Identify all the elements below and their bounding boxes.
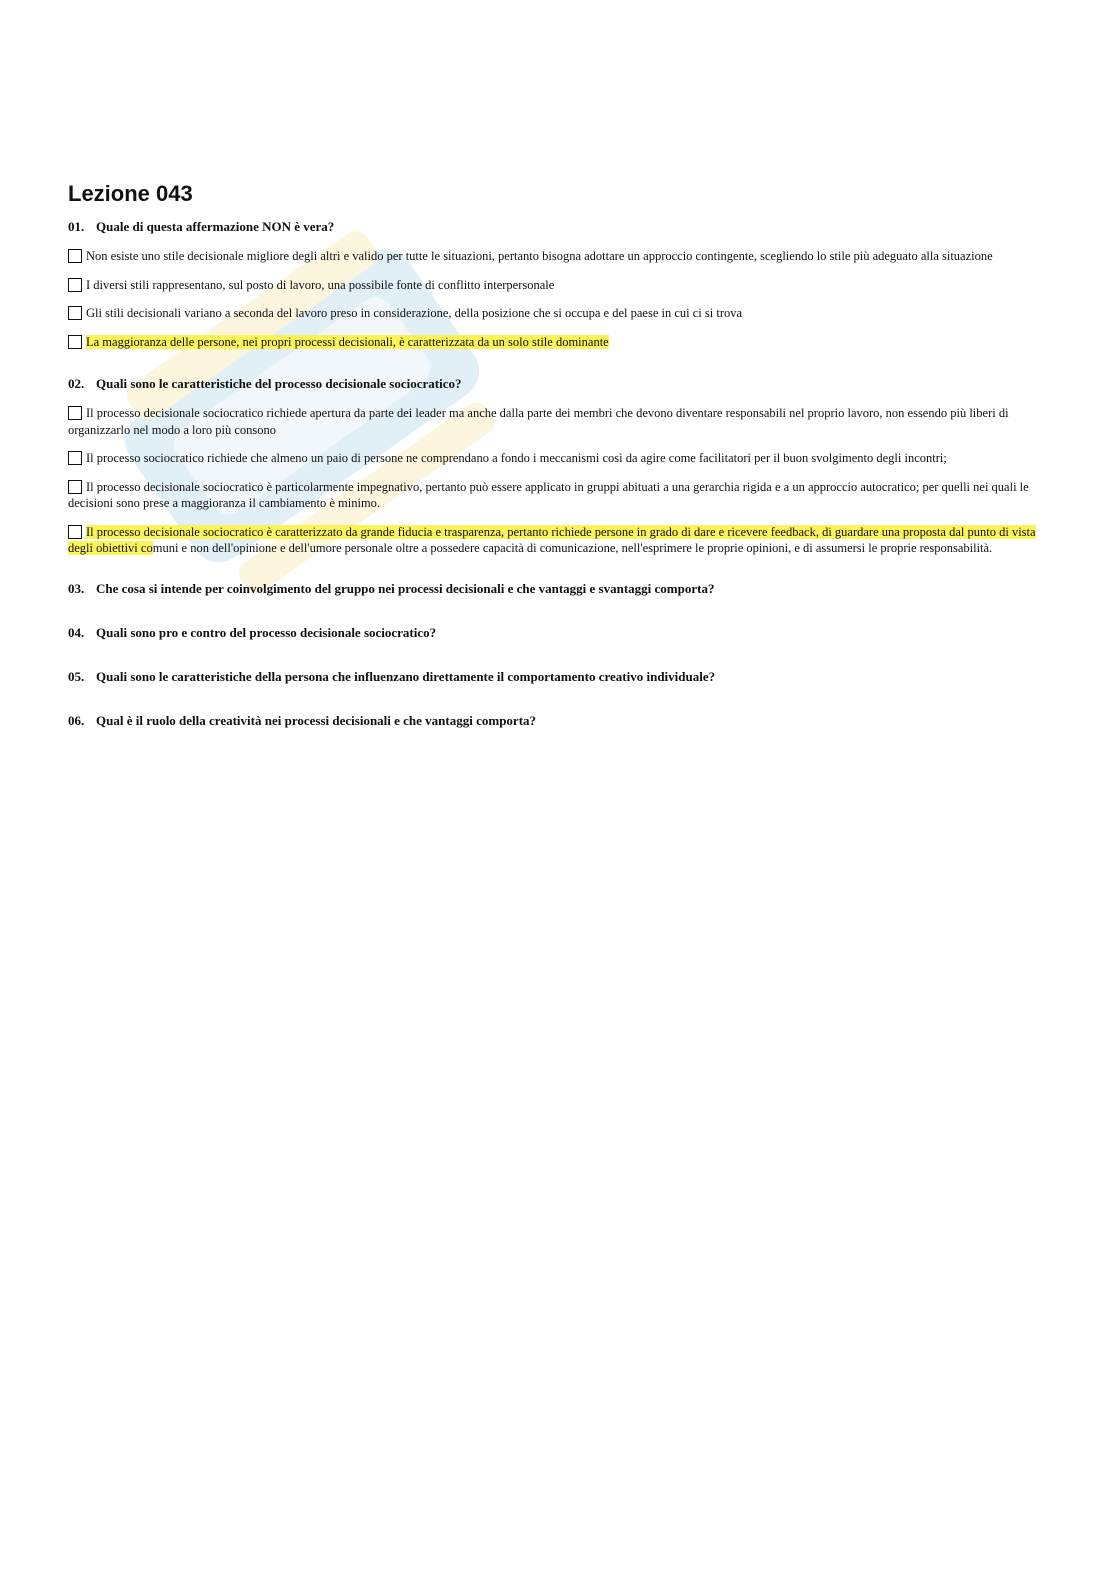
answer-option-correct xyxy=(68,524,1036,557)
answer-text: Gli stili decisionali variano a seconda del lavoro preso in considerazione, della posizione che si occupa e del paese in cui ci si trova xyxy=(86,306,743,320)
question-number: 02. xyxy=(68,376,85,391)
question-heading xyxy=(68,376,1036,392)
question-number: 06. xyxy=(68,712,85,728)
answer-option-correct xyxy=(68,334,1036,351)
answer-checkbox[interactable] xyxy=(68,335,82,349)
answer-text: Non esiste uno stile decisionale migliore degli altri e valido per tutte le situazioni, pertanto bisogna adottare un approccio contingente, scegliendo lo stile più adeguato alla situazione xyxy=(86,249,993,263)
answer-checkbox[interactable] xyxy=(68,451,82,465)
answer-checkbox[interactable] xyxy=(68,278,82,292)
open-questions xyxy=(68,581,1036,729)
question-number: 01. xyxy=(68,219,85,234)
answer-option xyxy=(68,479,1036,512)
highlighted-answer-text: La maggioranza delle persone, nei propri processi decisionali, è caratterizzata da un solo stile dominante xyxy=(86,334,609,349)
question-text: Quale di questa affermazione NON è vera? xyxy=(96,219,335,234)
question-number: 04. xyxy=(68,624,85,640)
highlighted-answer-text: Il processo decisionale sociocratico è caratterizzato da grande fiducia e trasparenza, pertanto richiede persone in grado di dare e ricevere feedback, di guardare una proposta dal punto di vista degli obiettivi co xyxy=(68,524,1036,555)
document-content xyxy=(68,180,1036,757)
question-text: Quali sono le caratteristiche della persona che influenzano direttamente il comportamento creativo individuale? xyxy=(96,668,716,684)
answer-text: Il processo decisionale sociocratico richiede apertura da parte dei leader ma anche dalla parte dei membri che devono diventare responsabili nel proprio lavoro, non essendo più liberi di organizzarlo nel modo a loro più consono xyxy=(68,406,1009,437)
open-question-06 xyxy=(68,713,1036,729)
open-question-03 xyxy=(68,581,1036,597)
answer-text: I diversi stili rappresentano, sul posto di lavoro, una possibile fonte di conflitto interpersonale xyxy=(86,277,555,292)
open-question-05 xyxy=(68,669,1036,685)
answer-checkbox[interactable] xyxy=(68,406,82,420)
answer-option xyxy=(68,405,1036,438)
question-text: Che cosa si intende per coinvolgimento del gruppo nei processi decisionali e che vantaggi e svantaggi comporta? xyxy=(96,580,715,596)
question-02 xyxy=(68,376,1036,557)
question-text: Qual è il ruolo della creatività nei processi decisionali e che vantaggi comporta? xyxy=(96,712,537,728)
answer-checkbox[interactable] xyxy=(68,249,82,263)
answer-text: Il processo sociocratico richiede che almeno un paio di persone ne comprendano a fondo i meccanismi così da agire come facilitatori per il buon svolgimento degli incontri; xyxy=(86,451,947,465)
answer-option xyxy=(68,248,1036,265)
question-number: 05. xyxy=(68,668,85,684)
question-text: Quali sono le caratteristiche del processo decisionale sociocratico? xyxy=(96,376,462,391)
question-01 xyxy=(68,219,1036,350)
open-question-04 xyxy=(68,625,1036,641)
answer-text: Il processo decisionale sociocratico è particolarmente impegnativo, pertanto può essere applicato in gruppi abituati a una gerarchia rigida e a un approccio autocratico; per quelli nei quali le decisioni sono prese a maggioranza il cambiamento è minimo. xyxy=(68,479,1029,510)
question-text: Quali sono pro e contro del processo decisionale sociocratico? xyxy=(96,624,437,640)
answer-option xyxy=(68,277,1036,294)
answer-checkbox[interactable] xyxy=(68,306,82,320)
answer-text-rest: muni e non dell'opinione e dell'umore personale oltre a possedere capacità di comunicazione, nell'esprimere le proprie opinioni, e di assumersi le proprie responsabilità. xyxy=(152,541,993,555)
answer-option xyxy=(68,450,1036,467)
answer-checkbox[interactable] xyxy=(68,480,82,494)
answer-option xyxy=(68,305,1036,322)
question-number: 03. xyxy=(68,580,85,596)
lesson-title: Lezione 043 xyxy=(68,181,193,206)
answer-checkbox[interactable] xyxy=(68,525,82,539)
question-heading xyxy=(68,219,1036,235)
